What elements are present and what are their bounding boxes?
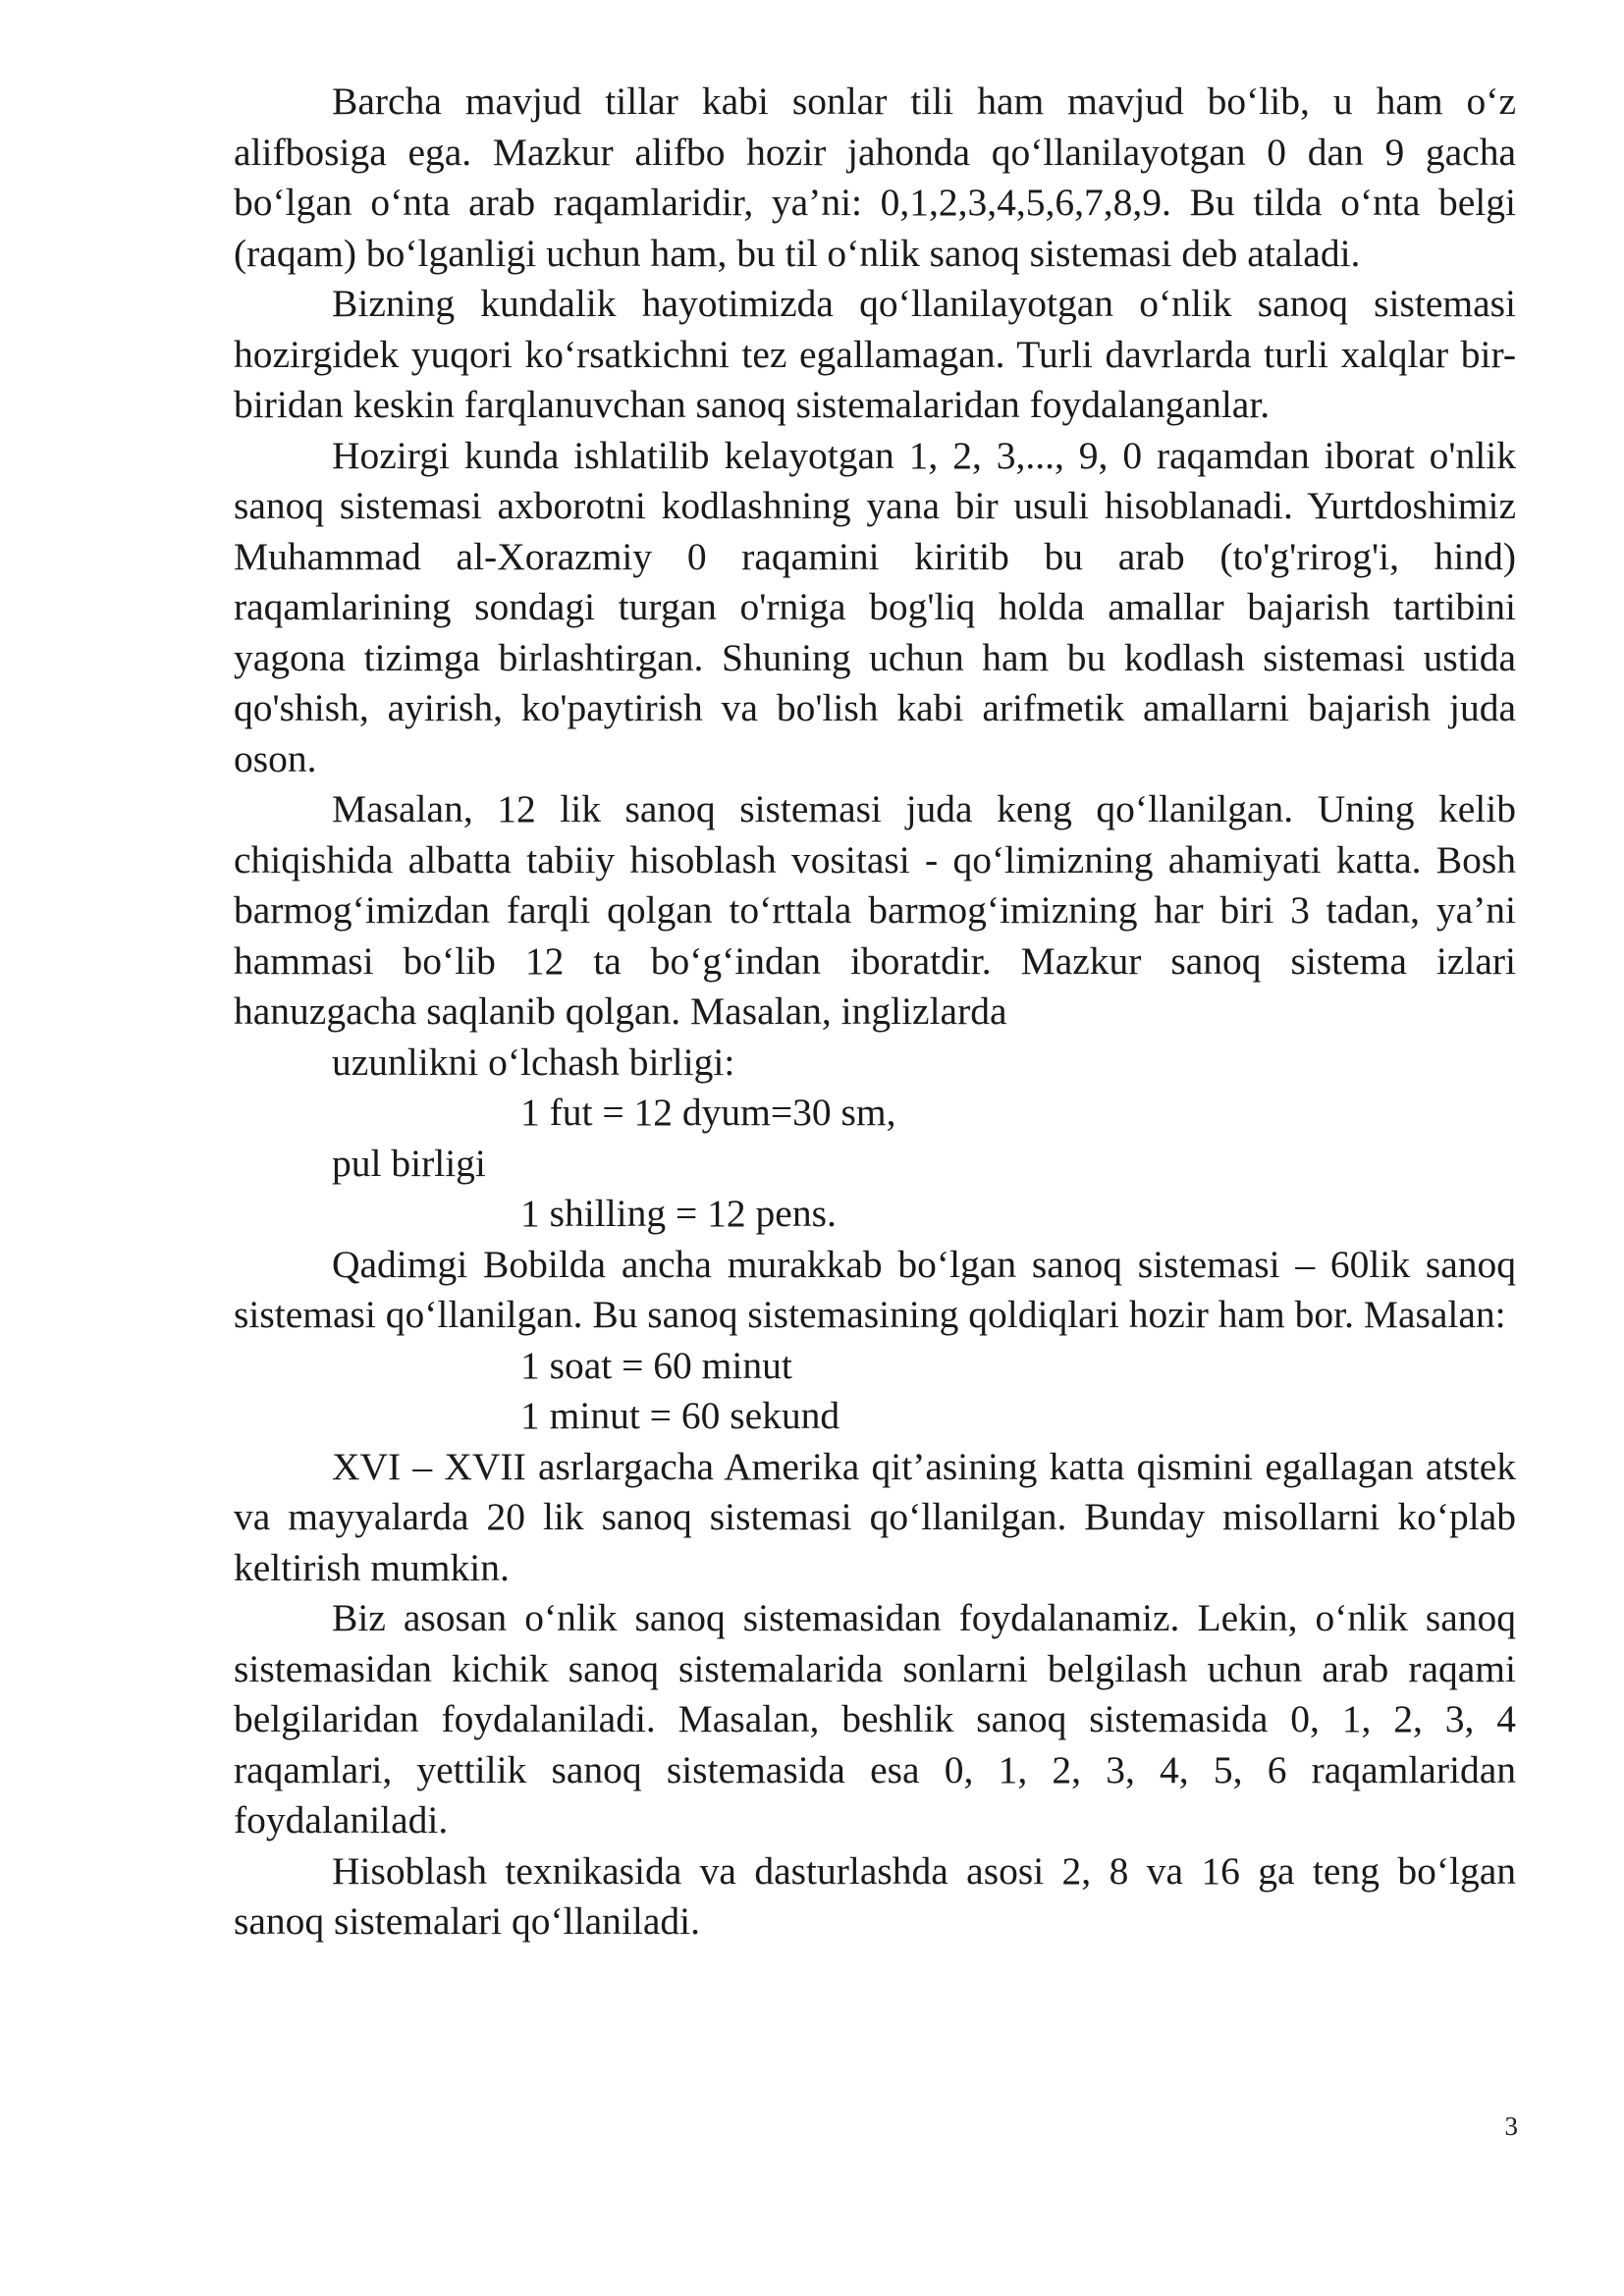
page-number: 3 (1504, 2111, 1518, 2141)
document-page (234, 77, 1516, 1948)
paragraph-computing-bases: Hisoblash texnikasida va dasturlashda asosi 2, 8 va 16 ga teng bo‘lgan sanoq sistemalari qo‘llaniladi. (234, 1848, 1516, 1943)
length-unit-label: uzunlikni o‘lchash birligi: (332, 1040, 735, 1084)
paragraph-duodecimal-system: Masalan, 12 lik sanoq sistemasi juda keng qo‘llanilgan. Uning kelib chiqishida albatta tabiiy hisoblash vositasi - qo‘limizning ahamiyati katta. Bosh barmog‘imizdan farqli qolgan to‘rttala barmog‘imizning har biri 3 tadan, ya’ni hammasi bo‘lib 12 ta bo‘g‘indan iboratdir. Mazkur sanoq sistema izlari hanuzgacha saqlanib qolgan. Masalan, inglizlarda (234, 787, 1516, 1033)
money-unit-label: pul birligi (332, 1141, 486, 1185)
time-formula-hour: 1 soat = 60 minut (520, 1343, 792, 1387)
time-formula-minute: 1 minut = 60 sekund (520, 1394, 840, 1437)
paragraph-aztec-maya: XVI – XVII asrlargacha Amerika qit’asining katta qismini egallagan atstek va mayyalarda 20 lik sanoq sistemasi qo‘llanilgan. Bunday misollarni ko‘plab keltirish mumkin. (234, 1444, 1516, 1589)
money-unit-formula: 1 shilling = 12 pens. (520, 1192, 837, 1235)
paragraph-babylon-sexagesimal: Qadimgi Bobilda ancha murakkab bo‘lgan sanoq sistemasi – 60lik sanoq sistemasi qo‘llanilgan. Bu sanoq sistemasining qoldiqlari hozir ham bor. Masalan: (234, 1242, 1516, 1336)
paragraph-arabic-digits: Biz asosan o‘nlik sanoq sistemasidan foydalanamiz. Lekin, o‘nlik sanoq sistemasidan kichik sanoq sistemalarida sonlarni belgilash uchun arab raqami belgilaridan foydalaniladi. Masalan, beshlik sanoq sistemasida 0, 1, 2, 3, 4 raqamlari, yettilik sanoq sistemasida esa 0, 1, 2, 3, 4, 5, 6 raqamlaridan foydalaniladi. (234, 1596, 1516, 1842)
paragraph-decimal-system-history: Bizning kundalik hayotimizda qo‘llanilayotgan o‘nlik sanoq sistemasi hozirgidek yuqori ko‘rsatkichni tez egallamagan. Turli davrlarda turli xalqlar bir-biridan keskin farqlanuvchan sanoq sistemalaridan foydalanganlar. (234, 282, 1516, 426)
paragraph-al-khwarizmi: Hozirgi kunda ishlatilib kelayotgan 1, 2, 3,..., 9, 0 raqamdan iborat o'nlik sanoq sistemasi axborotni kodlashning yana bir usuli hisoblanadi. Yurtdoshimiz Muhammad al-Xorazmiy 0 raqamini kiritib bu arab (to'g'rirog'i, hind) raqamlarining sondagi turgan o'rniga bog'liq holda amallar bajarish tartibini yagona tizimga birlashtirgan. Shuning uchun ham bu kodlash sistemasi ustida qo'shish, ayirish, ko'paytirish va bo'lish kabi arifmetik amallarni bajarish juda oson. (234, 433, 1516, 780)
length-unit-formula: 1 fut = 12 dyum=30 sm, (520, 1091, 896, 1134)
paragraph-number-language: Barcha mavjud tillar kabi sonlar tili ham mavjud bo‘lib, u ham o‘z alifbosiga ega. Mazkur alifbo hozir jahonda qo‘llanilayotgan 0 dan 9 gacha bo‘lgan o‘nta arab raqamlaridir, ya’ni: 0,1,2,3,4,5,6,7,8,9. Bu tilda o‘nta belgi (raqam) bo‘lganligi uchun ham, bu til o‘nlik sanoq sistemasi deb ataladi. (234, 80, 1516, 275)
